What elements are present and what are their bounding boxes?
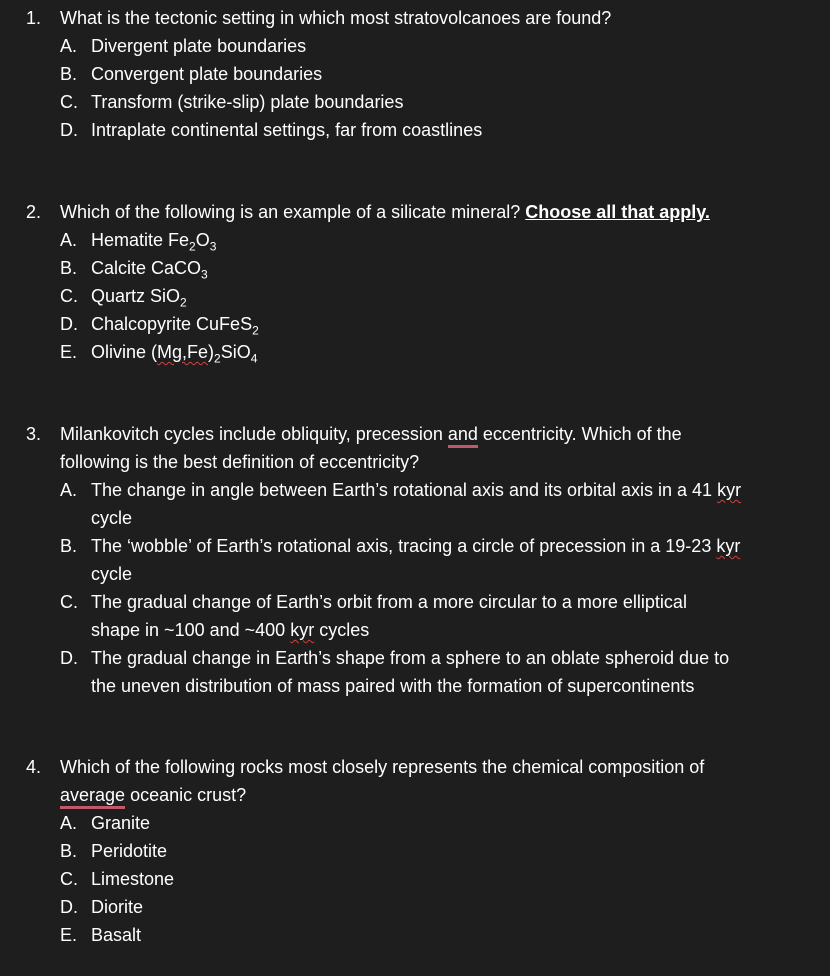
question-number: 4. [26, 757, 42, 777]
option-text: Intraplate continental settings, far from coastlines [91, 120, 483, 140]
choose-all-emphasis: Choose all that apply. [525, 202, 710, 222]
option-text: Basalt [91, 925, 142, 945]
option-text: The gradual change in Earth’s shape from a sphere to an oblate spheroid due to [91, 648, 730, 668]
question-text: following is the best definition of eccentricity? [60, 452, 420, 472]
option-text: The gradual change of Earth’s orbit from a more circular to a more elliptical [91, 592, 687, 612]
subscript: 4 [250, 351, 258, 366]
option-1a [0, 32, 830, 60]
question-4 [0, 753, 830, 949]
question-4-prompt [0, 753, 830, 781]
question-text: eccentricity. Which of the [477, 424, 682, 444]
option-text: Transform (strike-slip) plate boundaries [91, 92, 404, 112]
option-text: Quartz SiO [91, 286, 181, 306]
grammar-flag-word: and [448, 424, 478, 448]
option-text: Olivine ( [91, 342, 158, 362]
subscript: 2 [214, 351, 221, 366]
option-text-cont: cycle [91, 508, 133, 528]
option-1d [0, 116, 830, 144]
option-letter: D. [60, 314, 78, 334]
question-4-prompt-cont [0, 781, 830, 809]
option-letter: A. [60, 480, 78, 500]
option-3c [0, 588, 830, 644]
option-letter: B. [60, 258, 78, 278]
option-text: Peridotite [91, 841, 168, 861]
option-3a [0, 476, 830, 532]
question-1 [0, 4, 830, 144]
spellcheck-word: Mg,Fe [157, 342, 209, 362]
option-text: Diorite [91, 897, 144, 917]
option-text: Calcite CaCO [91, 258, 202, 278]
option-4c [0, 865, 830, 893]
question-2-prompt [0, 198, 830, 226]
question-1-prompt [0, 4, 830, 32]
option-3b [0, 532, 830, 588]
option-text: Hematite Fe [91, 230, 190, 250]
formula-part: SiO [220, 342, 251, 362]
option-letter: B. [60, 841, 78, 861]
option-1b [0, 60, 830, 88]
subscript: 3 [209, 239, 217, 254]
option-letter: C. [60, 869, 78, 889]
option-letter: D. [60, 120, 78, 140]
subscript: 2 [180, 295, 187, 310]
option-text: Chalcopyrite CuFeS [91, 314, 253, 334]
option-4e [0, 921, 830, 949]
option-letter: D. [60, 648, 78, 668]
option-2c [0, 282, 830, 310]
option-4d [0, 893, 830, 921]
subscript: 2 [189, 239, 196, 254]
grammar-flag-word: average [60, 785, 125, 809]
option-2e [0, 338, 830, 366]
option-text: Divergent plate boundaries [91, 36, 307, 56]
option-letter: A. [60, 36, 78, 56]
option-4b [0, 837, 830, 865]
option-text: The ‘wobble’ of Earth’s rotational axis, tracing a circle of precession in a 19-23 [91, 536, 717, 556]
option-text: Limestone [91, 869, 175, 889]
option-letter: C. [60, 592, 78, 612]
question-3-prompt-cont [0, 448, 830, 476]
formula-part: O [195, 230, 210, 250]
spellcheck-word: kyr [717, 480, 742, 500]
question-text: Which of the following is an example of a silicate mineral? [60, 202, 526, 222]
option-letter: A. [60, 230, 78, 250]
question-number: 1. [26, 8, 42, 28]
option-text-cont: shape in ~100 and ~400 [91, 620, 291, 640]
option-1c [0, 88, 830, 116]
spellcheck-word: kyr [290, 620, 315, 640]
option-text: Granite [91, 813, 151, 833]
option-4a [0, 809, 830, 837]
option-3d [0, 644, 830, 700]
spellcheck-word: kyr [716, 536, 741, 556]
question-text: Milankovitch cycles include obliquity, precession [60, 424, 448, 444]
question-3-prompt [0, 420, 830, 448]
option-letter: E. [60, 925, 78, 945]
option-letter: A. [60, 813, 78, 833]
option-2b [0, 254, 830, 282]
question-number: 2. [26, 202, 42, 222]
option-letter: C. [60, 92, 78, 112]
question-3 [0, 420, 830, 700]
option-letter: D. [60, 897, 78, 917]
option-letter: C. [60, 286, 78, 306]
option-letter: E. [60, 342, 78, 362]
option-letter: B. [60, 536, 78, 556]
question-number: 3. [26, 424, 42, 444]
formula-part: ) [208, 342, 215, 362]
subscript: 3 [201, 267, 208, 282]
option-text-cont: cycle [91, 564, 133, 584]
question-2 [0, 198, 830, 366]
option-2a [0, 226, 830, 254]
question-text: oceanic crust? [125, 785, 247, 805]
option-text: Convergent plate boundaries [91, 64, 323, 84]
subscript: 2 [252, 323, 259, 338]
question-text: What is the tectonic setting in which most stratovolcanoes are found? [60, 8, 612, 28]
option-text-cont: cycles [314, 620, 370, 640]
option-letter: B. [60, 64, 78, 84]
option-2d [0, 310, 830, 338]
question-text: Which of the following rocks most closely represents the chemical composition of [60, 757, 705, 777]
option-text-cont: the uneven distribution of mass paired with the formation of supercontinents [91, 676, 695, 696]
option-text: The change in angle between Earth’s rotational axis and its orbital axis in a 41 [91, 480, 718, 500]
